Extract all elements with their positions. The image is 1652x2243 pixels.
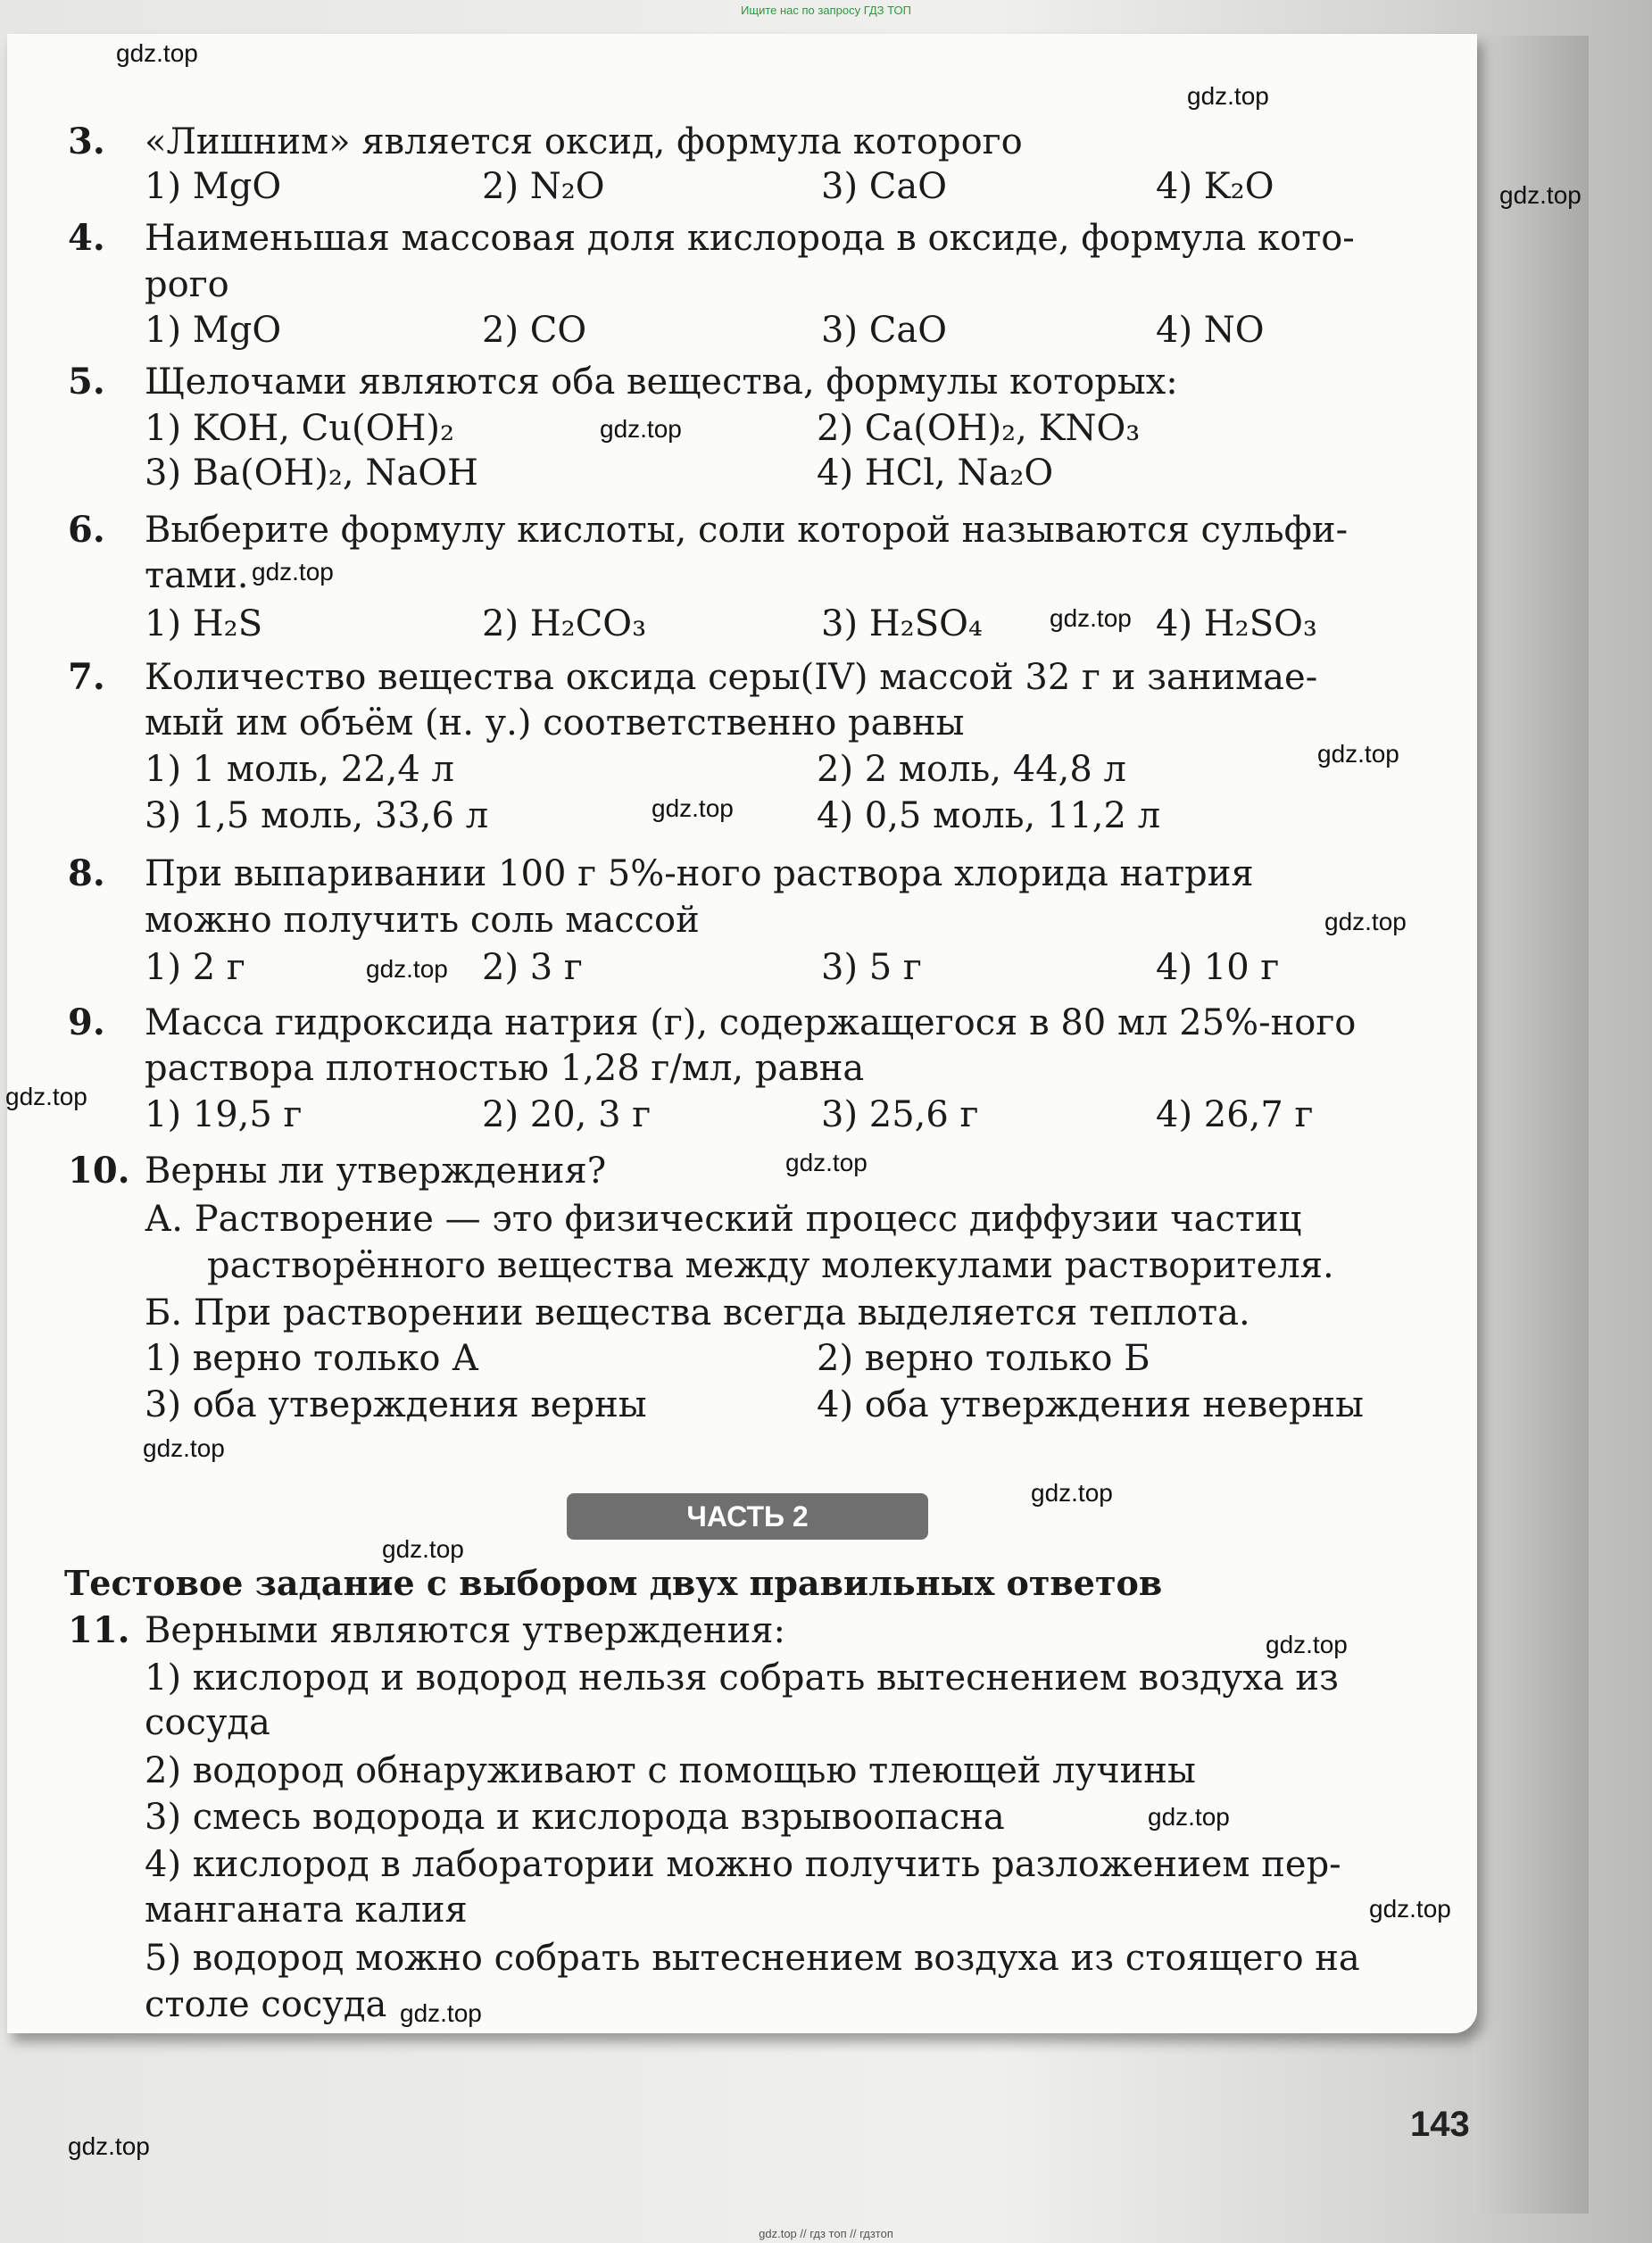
watermark: gdz.top bbox=[5, 1083, 87, 1110]
watermark: gdz.top bbox=[1324, 908, 1407, 935]
q7-option-4: 4) 0,5 моль, 11,2 л bbox=[817, 795, 1161, 836]
question-7-text: Количество вещества оксида серы(IV) массой 32 г и занимае- bbox=[145, 657, 1318, 698]
q4-option-2: 2) CO bbox=[482, 310, 587, 351]
question-9-number: 9. bbox=[68, 1001, 105, 1043]
q11-option-4-cont: манганата калия bbox=[145, 1890, 468, 1931]
watermark: gdz.top bbox=[1369, 1895, 1451, 1923]
question-8-text-cont: можно получить соль массой bbox=[145, 900, 700, 941]
q3-option-3: 3) CaO bbox=[821, 166, 948, 207]
question-11-number: 11. bbox=[68, 1609, 130, 1651]
question-7-text-cont: мый им объём (н. у.) соответственно равны bbox=[145, 702, 965, 744]
statement-a-cont: растворённого вещества между молекулами растворителя. bbox=[207, 1245, 1334, 1286]
q3-option-4: 4) K₂O bbox=[1156, 166, 1274, 207]
question-5-text: Щелочами являются оба вещества, формулы которых: bbox=[145, 361, 1178, 403]
watermark: gdz.top bbox=[366, 955, 448, 983]
statement-b: Б. При растворении вещества всегда выделяется теплота. bbox=[145, 1292, 1250, 1333]
question-3-text: «Лишним» является оксид, формула которого bbox=[145, 121, 1023, 162]
watermark: gdz.top bbox=[252, 558, 334, 586]
q4-option-3: 3) CaO bbox=[821, 310, 948, 351]
q10-option-3: 3) оба утверждения верны bbox=[145, 1384, 647, 1425]
q5-option-1: 1) KOH, Cu(OH)₂ bbox=[145, 408, 454, 449]
q11-option-2: 2) водород обнаруживают с помощью тлеющей лучины bbox=[145, 1750, 1196, 1791]
q11-option-5-cont: столе сосуда bbox=[145, 1984, 387, 2025]
q9-option-2: 2) 20, 3 г bbox=[482, 1094, 652, 1135]
q3-option-1: 1) MgO bbox=[145, 166, 282, 207]
question-6-text-cont: тами. bbox=[145, 555, 249, 596]
q7-option-2: 2) 2 моль, 44,8 л bbox=[817, 749, 1126, 790]
watermark: gdz.top bbox=[652, 794, 734, 822]
question-6-number: 6. bbox=[68, 509, 105, 551]
q11-option-4: 4) кислород в лаборатории можно получить разложением пер- bbox=[145, 1844, 1341, 1885]
question-4-text-cont: рого bbox=[145, 264, 229, 305]
page-number: 143 bbox=[1410, 2105, 1470, 2144]
q4-option-1: 1) MgO bbox=[145, 310, 282, 351]
watermark: gdz.top bbox=[785, 1149, 868, 1176]
question-7-number: 7. bbox=[68, 656, 105, 698]
q3-option-2: 2) N₂O bbox=[482, 166, 605, 207]
question-8-number: 8. bbox=[68, 852, 105, 894]
q11-option-5: 5) водород можно собрать вытеснением воздуха из стоящего на bbox=[145, 1938, 1360, 1979]
watermark: gdz.top bbox=[1031, 1479, 1113, 1507]
q11-option-1-cont: сосуда bbox=[145, 1702, 270, 1743]
q10-option-1: 1) верно только А bbox=[145, 1338, 479, 1379]
q9-option-3: 3) 25,6 г bbox=[821, 1094, 979, 1135]
bottom-note: gdz.top // гдз топ // гдзтоп bbox=[759, 2227, 893, 2240]
q11-option-1: 1) кислород и водород нельзя собрать вытеснением воздуха из bbox=[145, 1657, 1339, 1699]
q6-option-2: 2) H₂CO₃ bbox=[482, 603, 647, 644]
q6-option-3: 3) H₂SO₄ bbox=[821, 603, 983, 644]
question-9-text-cont: раствора плотностью 1,28 г/мл, равна bbox=[145, 1048, 865, 1089]
question-10-number: 10. bbox=[68, 1150, 130, 1192]
watermark: gdz.top bbox=[1266, 1631, 1348, 1658]
top-note: Ищите нас по запросу ГДЗ ТОП bbox=[741, 4, 911, 17]
section-heading: Тестовое задание с выбором двух правильных ответов bbox=[64, 1563, 1163, 1603]
watermark: gdz.top bbox=[382, 1535, 464, 1563]
q5-option-4: 4) HCl, Na₂O bbox=[817, 453, 1054, 494]
page-edge bbox=[1473, 36, 1589, 2214]
q9-option-1: 1) 19,5 г bbox=[145, 1094, 303, 1135]
q6-option-1: 1) H₂S bbox=[145, 603, 263, 644]
q10-option-2: 2) верно только Б bbox=[817, 1338, 1150, 1379]
question-10-text: Верны ли утверждения? bbox=[145, 1151, 607, 1192]
question-3-number: 3. bbox=[68, 120, 105, 162]
q7-option-1: 1) 1 моль, 22,4 л bbox=[145, 749, 454, 790]
watermark: gdz.top bbox=[1050, 604, 1132, 632]
question-8-text: При выпаривании 100 г 5%-ного раствора хлорида натрия bbox=[145, 853, 1254, 894]
watermark: gdz.top bbox=[1187, 82, 1269, 110]
q7-option-3: 3) 1,5 моль, 33,6 л bbox=[145, 795, 489, 836]
q10-option-4: 4) оба утверждения неверны bbox=[817, 1384, 1364, 1425]
watermark: gdz.top bbox=[1499, 181, 1581, 209]
q11-option-3: 3) смесь водорода и кислорода взрывоопасна bbox=[145, 1797, 1005, 1838]
q8-option-3: 3) 5 г bbox=[821, 947, 922, 988]
q9-option-4: 4) 26,7 г bbox=[1156, 1094, 1314, 1135]
question-6-text: Выберите формулу кислоты, соли которой называются сульфи- bbox=[145, 510, 1349, 551]
watermark: gdz.top bbox=[600, 415, 682, 443]
watermark: gdz.top bbox=[1317, 740, 1399, 768]
part-2-badge: ЧАСТЬ 2 bbox=[567, 1493, 928, 1540]
watermark: gdz.top bbox=[116, 39, 198, 67]
q8-option-2: 2) 3 г bbox=[482, 947, 583, 988]
watermark: gdz.top bbox=[400, 1999, 482, 2027]
q5-option-2: 2) Ca(OH)₂, KNO₃ bbox=[817, 408, 1141, 449]
question-9-text: Масса гидроксида натрия (г), содержащегося в 80 мл 25%-ного bbox=[145, 1002, 1357, 1043]
watermark: gdz.top bbox=[1148, 1803, 1230, 1831]
question-4-text: Наименьшая массовая доля кислорода в оксиде, формула кото- bbox=[145, 218, 1355, 259]
q6-option-4: 4) H₂SO₃ bbox=[1156, 603, 1317, 644]
watermark: gdz.top bbox=[143, 1434, 225, 1462]
watermark: gdz.top bbox=[68, 2132, 150, 2160]
q5-option-3: 3) Ba(OH)₂, NaOH bbox=[145, 453, 478, 494]
question-4-number: 4. bbox=[68, 217, 105, 259]
q8-option-4: 4) 10 г bbox=[1156, 947, 1280, 988]
q4-option-4: 4) NO bbox=[1156, 310, 1265, 351]
question-5-number: 5. bbox=[68, 361, 105, 403]
question-11-text: Верными являются утверждения: bbox=[145, 1610, 785, 1651]
q8-option-1: 1) 2 г bbox=[145, 947, 245, 988]
statement-a: А. Растворение — это физический процесс диффузии частиц bbox=[145, 1199, 1302, 1240]
